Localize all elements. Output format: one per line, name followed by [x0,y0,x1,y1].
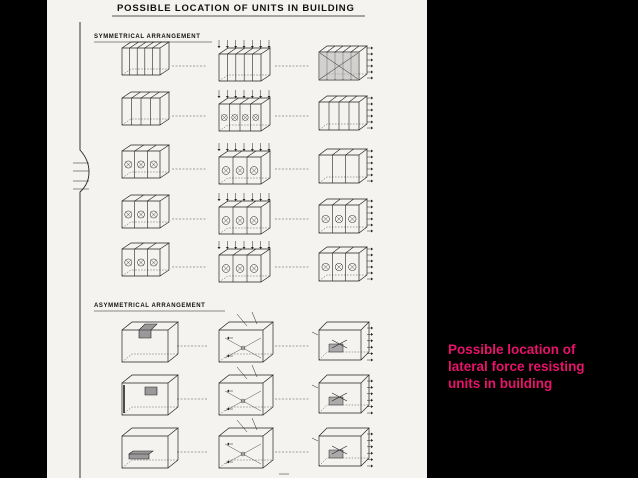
drawing-line [147,195,156,201]
force-arrow [371,399,373,402]
force-arrow [371,412,373,415]
drawing-line [147,145,156,151]
building-box [319,322,369,360]
drawing-line [236,48,245,54]
drawing-line [227,48,236,54]
force-arrow [371,346,373,349]
hidden-edge [319,458,369,466]
force-arrow [371,333,373,336]
drawing-line [247,201,256,207]
force-arrow [371,445,373,448]
margin-curve [80,22,89,478]
force-arrow [371,115,373,118]
force-arrow [371,230,373,233]
force-arrow [371,278,373,281]
building-box [319,149,367,183]
leader-line [312,385,318,388]
drawing-line [327,46,335,52]
drawing-line [130,42,139,48]
drawing-line [141,92,150,98]
drawing-line [343,46,351,52]
drawing-line [332,149,340,155]
force-arrow [218,247,221,249]
drawing-line [346,149,354,155]
force-arrow [371,224,373,227]
force-arrow [371,77,373,80]
drawing-line [233,249,242,255]
drawing-line [351,46,359,52]
building-box [319,375,369,413]
building-box [122,428,178,468]
force-arrow [371,212,373,215]
caption-line: Possible location of [448,342,576,357]
force-arrow [227,408,229,411]
drawing-line [233,201,242,207]
caption-line: units in building [448,376,553,391]
drawing-line [251,98,260,104]
drawing-sheet [47,0,427,478]
core-unit [329,397,343,405]
force-arrow [371,103,373,106]
force-arrow [371,272,373,275]
force-arrow [371,168,373,171]
drawing-line [135,145,144,151]
force-arrow [371,452,373,455]
drawing-line [244,48,253,54]
core-unit [329,344,343,352]
hidden-edge [319,352,369,360]
force-arrow [371,156,373,159]
building-diagram [47,0,427,478]
force-arrow [371,386,373,389]
drawing-line [237,420,247,432]
core-unit [329,450,343,458]
drawing-line [135,243,144,249]
hidden-edge [319,405,369,413]
building-box [122,92,169,125]
force-arrow [371,260,373,263]
building-box [122,42,169,75]
drawing-line [233,151,242,157]
drawing-line [329,96,337,102]
force-arrow [371,206,373,209]
force-arrow [371,254,373,257]
force-arrow [227,355,229,358]
force-arrow [371,180,373,183]
core-unit [129,451,153,459]
drawing-line [152,42,161,48]
force-arrow [371,47,373,50]
force-arrow [371,71,373,74]
drawing-line [147,243,156,249]
building-box [319,428,369,466]
drawing-line [335,46,343,52]
drawing-line [137,42,146,48]
force-arrow [371,266,373,269]
force-arrow [371,174,373,177]
force-arrow [371,65,373,68]
drawing-line [346,247,354,253]
force-arrow [371,433,373,436]
force-arrow [371,327,373,330]
force-arrow [371,53,373,56]
force-arrow [371,380,373,383]
force-arrow [371,359,373,362]
force-arrow [371,218,373,221]
drawing-line [135,195,144,201]
drawing-line [145,42,154,48]
force-arrow [371,59,373,62]
building-box [319,96,367,130]
force-arrow [218,149,221,151]
force-arrow [371,127,373,130]
force-arrow [371,465,373,468]
drawing-line [230,98,239,104]
drawing-line [151,92,160,98]
force-arrow [218,96,221,98]
force-arrow [371,439,373,442]
section-label-asymmetrical: ASYMMETRICAL ARRANGEMENT [94,303,206,309]
force-arrow [371,109,373,112]
leader-line [312,438,318,441]
force-arrow [371,162,373,165]
force-arrow [227,461,229,464]
drawing-line [332,247,340,253]
drawing-line [237,314,247,326]
force-arrow [371,200,373,203]
force-arrow [371,150,373,153]
sheet-title: POSSIBLE LOCATION OF UNITS IN BUILDING [117,3,355,14]
force-arrow [218,199,221,201]
force-arrow [371,248,373,251]
slide-caption [448,341,628,392]
drawing-line [132,92,141,98]
drawing-line [247,151,256,157]
building-box [122,195,169,228]
building-box [122,145,169,178]
drawing-line [247,249,256,255]
force-arrow [371,352,373,355]
drawing-line [339,96,347,102]
section-label-symmetrical: SYMMETRICAL ARRANGEMENT [94,34,201,40]
building-box [122,243,169,276]
drawing-line [240,98,249,104]
force-arrow [371,339,373,342]
force-arrow [218,46,221,48]
building-box [319,247,367,281]
core-unit [145,387,157,395]
drawing-line [346,199,354,205]
leader-line [312,332,318,335]
drawing-line [332,199,340,205]
drawing-line [253,48,262,54]
building-box [319,199,367,233]
force-arrow [371,121,373,124]
force-arrow [371,405,373,408]
force-arrow [371,458,373,461]
force-arrow [371,392,373,395]
drawing-line [349,96,357,102]
caption-line: lateral force resisting [448,359,585,374]
core-unit [139,324,157,338]
drawing-line [237,367,247,379]
force-arrow [371,97,373,100]
